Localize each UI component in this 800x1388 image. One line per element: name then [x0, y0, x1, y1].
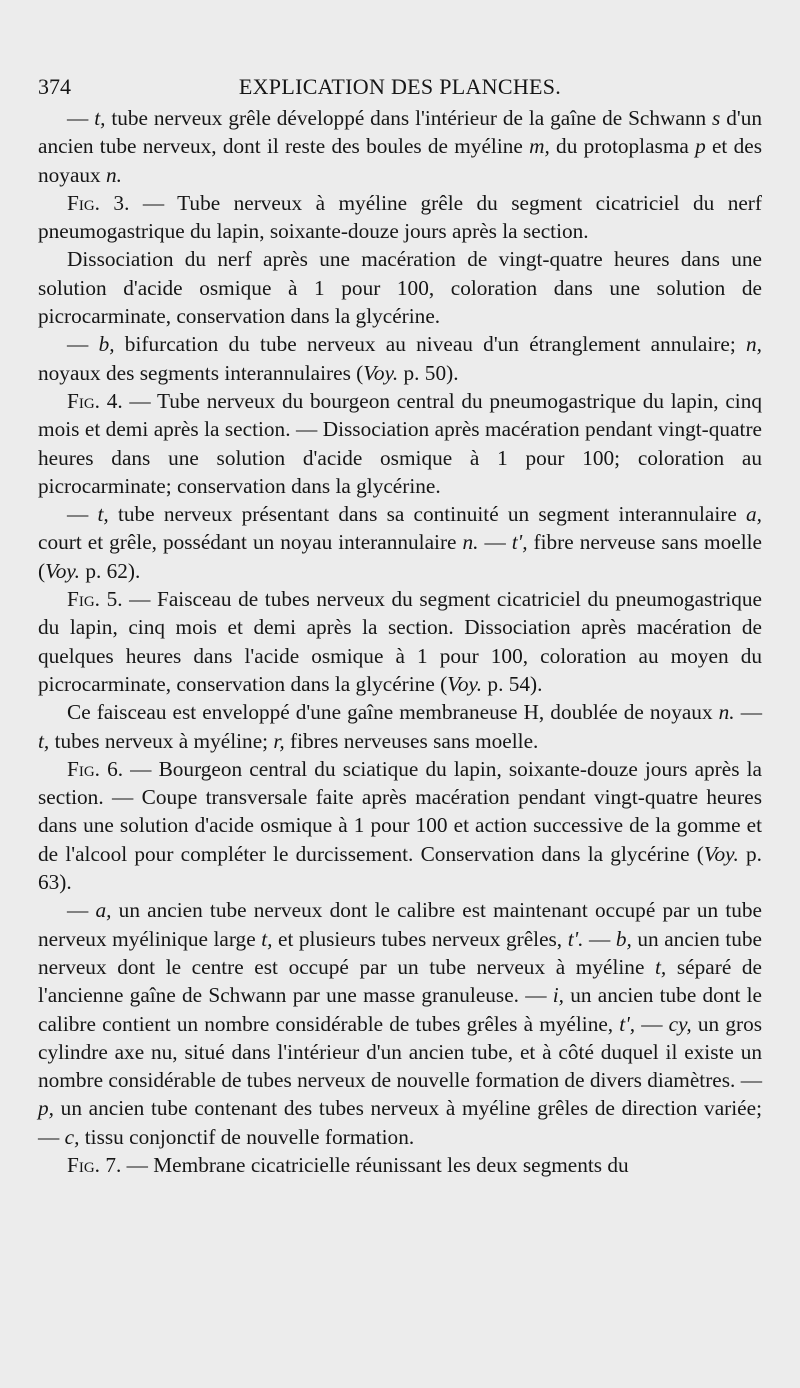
- italic-symbol: n.: [106, 162, 123, 187]
- text-run: 7. — Membrane cicatricielle réunissant les deux segments du: [100, 1152, 629, 1177]
- italic-symbol: t,: [94, 106, 106, 130]
- text-run: tube nerveux grêle développé dans l'intérieur de la gaîne de Schwann: [105, 106, 713, 130]
- italic-symbol: b,: [615, 926, 632, 951]
- italic-symbol: t',: [511, 530, 528, 555]
- text-run: p. 63).: [38, 841, 762, 895]
- text-run: 4. — Tube nerveux du bourgeon central du pneumogastrique du lapin, cinq mois et demi après la section. — Dissociation après macération pendant vingt-quatre heures dans une solution d'acide osmique à 1 pour 100; coloration au picrocarminate; conservation dans la glycérine.: [38, 388, 762, 498]
- text-run: et plusieurs tubes nerveux grêles,: [272, 926, 568, 951]
- text-run: court et grêle, possédant un noyau interannulaire: [38, 530, 463, 555]
- italic-symbol: Voy.: [363, 360, 399, 385]
- text-run: fibre nerveuse sans moelle (: [38, 530, 762, 583]
- text-run: 3. — Tube nerveux à myéline grêle du segment cicatriciel du nerf pneumogastrique du lapin, soixante-douze jours après la section.: [38, 190, 762, 244]
- text-run: tissu conjonctif de nouvelle formation.: [79, 1124, 415, 1149]
- paragraph: [38, 896, 762, 1151]
- italic-symbol: b,: [98, 332, 115, 357]
- text-run: 6. — Bourgeon central du sciatique du lapin, soixante-douze jours après la section. — Coupe transversale faite après macération pendant vingt-quatre heures dans une solution d'acide osmique à 1 pour 100 et action successive de la gomme et de l'alcool pour compléter le durcissement. Conservation dans la glycérine (: [38, 756, 762, 866]
- text-run: —: [734, 700, 762, 725]
- paragraph: [38, 104, 762, 189]
- text-run: —: [67, 106, 95, 130]
- text-run: du protoplasma: [549, 134, 696, 159]
- figure-label: Fig.: [67, 388, 100, 413]
- text-run: —: [583, 926, 616, 951]
- figure-label: Fig.: [67, 190, 100, 215]
- italic-symbol: i,: [552, 983, 565, 1008]
- page-number: 374: [38, 74, 71, 99]
- text-run: un gros cylindre axe nu, situé dans l'intérieur d'un ancien tube, et à côté duquel il existe un nombre considérable de tubes nerveux de nouvelle formation de divers diamètres. —: [38, 1011, 763, 1093]
- italic-symbol: t,: [261, 926, 273, 951]
- text-run: p. 50).: [398, 360, 459, 385]
- text-run: fibres nerveuses sans moelle.: [284, 728, 539, 753]
- italic-symbol: Voy.: [45, 558, 80, 583]
- text-run: et des noyaux: [38, 134, 762, 187]
- italic-symbol: t'.: [567, 926, 584, 951]
- italic-symbol: s: [712, 106, 721, 130]
- text-run: Dissociation du nerf après une macération de vingt-quatre heures dans une solution d'acide osmique à 1 pour 100, coloration dans une solution de picrocarminate, conservation dans la glycérine.: [38, 247, 762, 329]
- text-run: bifurcation du tube nerveux au niveau d'un étranglement annulaire;: [114, 332, 747, 357]
- italic-symbol: t,: [655, 954, 667, 979]
- italic-symbol: a,: [95, 898, 112, 923]
- italic-symbol: p,: [38, 1096, 54, 1121]
- italic-symbol: n,: [746, 332, 762, 357]
- paragraph: [38, 500, 762, 585]
- running-header: [38, 74, 762, 104]
- text-run: p. 62).: [80, 558, 141, 583]
- paragraph: [38, 585, 762, 698]
- italic-symbol: t,: [38, 728, 50, 753]
- italic-symbol: n.: [462, 530, 479, 555]
- italic-symbol: m,: [529, 134, 550, 159]
- text-run: —: [67, 332, 99, 357]
- italic-symbol: n.: [718, 700, 735, 725]
- text-run: d'un ancien tube nerveux, dont il reste des boules de myéline: [38, 106, 763, 159]
- text-run: —: [478, 530, 512, 555]
- paragraph: [38, 189, 762, 246]
- italic-symbol: t',: [619, 1011, 636, 1036]
- paragraph: [38, 755, 762, 896]
- italic-symbol: p: [695, 134, 706, 159]
- text-run: séparé de l'ancienne gaîne de Schwann par une masse granuleuse. —: [38, 954, 762, 1008]
- figure-label: Fig.: [67, 1152, 100, 1177]
- paragraph: [38, 1151, 762, 1179]
- text-run: p. 54).: [482, 671, 543, 696]
- text-run: —: [635, 1011, 669, 1036]
- figure-label: Fig.: [67, 756, 100, 781]
- italic-symbol: t,: [97, 502, 109, 527]
- italic-symbol: cy,: [668, 1011, 692, 1036]
- figure-label: Fig.: [67, 587, 100, 612]
- paragraph: [38, 698, 762, 755]
- text-run: un ancien tube nerveux dont le calibre est maintenant occupé par un tube nerveux myélinique large: [38, 898, 762, 951]
- body-text: [38, 104, 762, 1179]
- italic-symbol: a,: [746, 502, 762, 527]
- text-run: noyaux des segments interannulaires (: [38, 360, 364, 385]
- text-run: un ancien tube contenant des tubes nerveux à myéline grêles de direction variée; —: [38, 1096, 762, 1149]
- italic-symbol: c,: [64, 1124, 80, 1149]
- text-run: un ancien tube nerveux dont le centre est occupé par un tube nerveux à myéline: [38, 926, 762, 979]
- text-run: —: [67, 502, 98, 527]
- text-run: 5. — Faisceau de tubes nerveux du segment cicatriciel du pneumogastrique du lapin, cinq mois et demi après la section. Dissociation après macération de quelques heures dans l'acide osmique à 1 pour 100, coloration au moyen du picrocarminate, conservation dans la glycérine (: [38, 587, 762, 696]
- text-run: tube nerveux présentant dans sa continuité un segment interannulaire: [108, 502, 747, 527]
- text-run: tubes nerveux à myéline;: [49, 728, 274, 753]
- text-run: —: [67, 898, 96, 923]
- page-title: EXPLICATION DES PLANCHES.: [238, 74, 562, 99]
- text-run: un ancien tube dont le calibre contient un nombre considérable de tubes grêles à myéline,: [38, 983, 762, 1036]
- text-run: Ce faisceau est enveloppé d'une gaîne membraneuse H, doublée de noyaux: [67, 700, 719, 725]
- italic-symbol: Voy.: [703, 841, 739, 866]
- paragraph: [38, 330, 762, 387]
- paragraph: [38, 245, 762, 330]
- italic-symbol: Voy.: [447, 671, 483, 696]
- paragraph: [38, 387, 762, 500]
- italic-symbol: r,: [273, 728, 285, 753]
